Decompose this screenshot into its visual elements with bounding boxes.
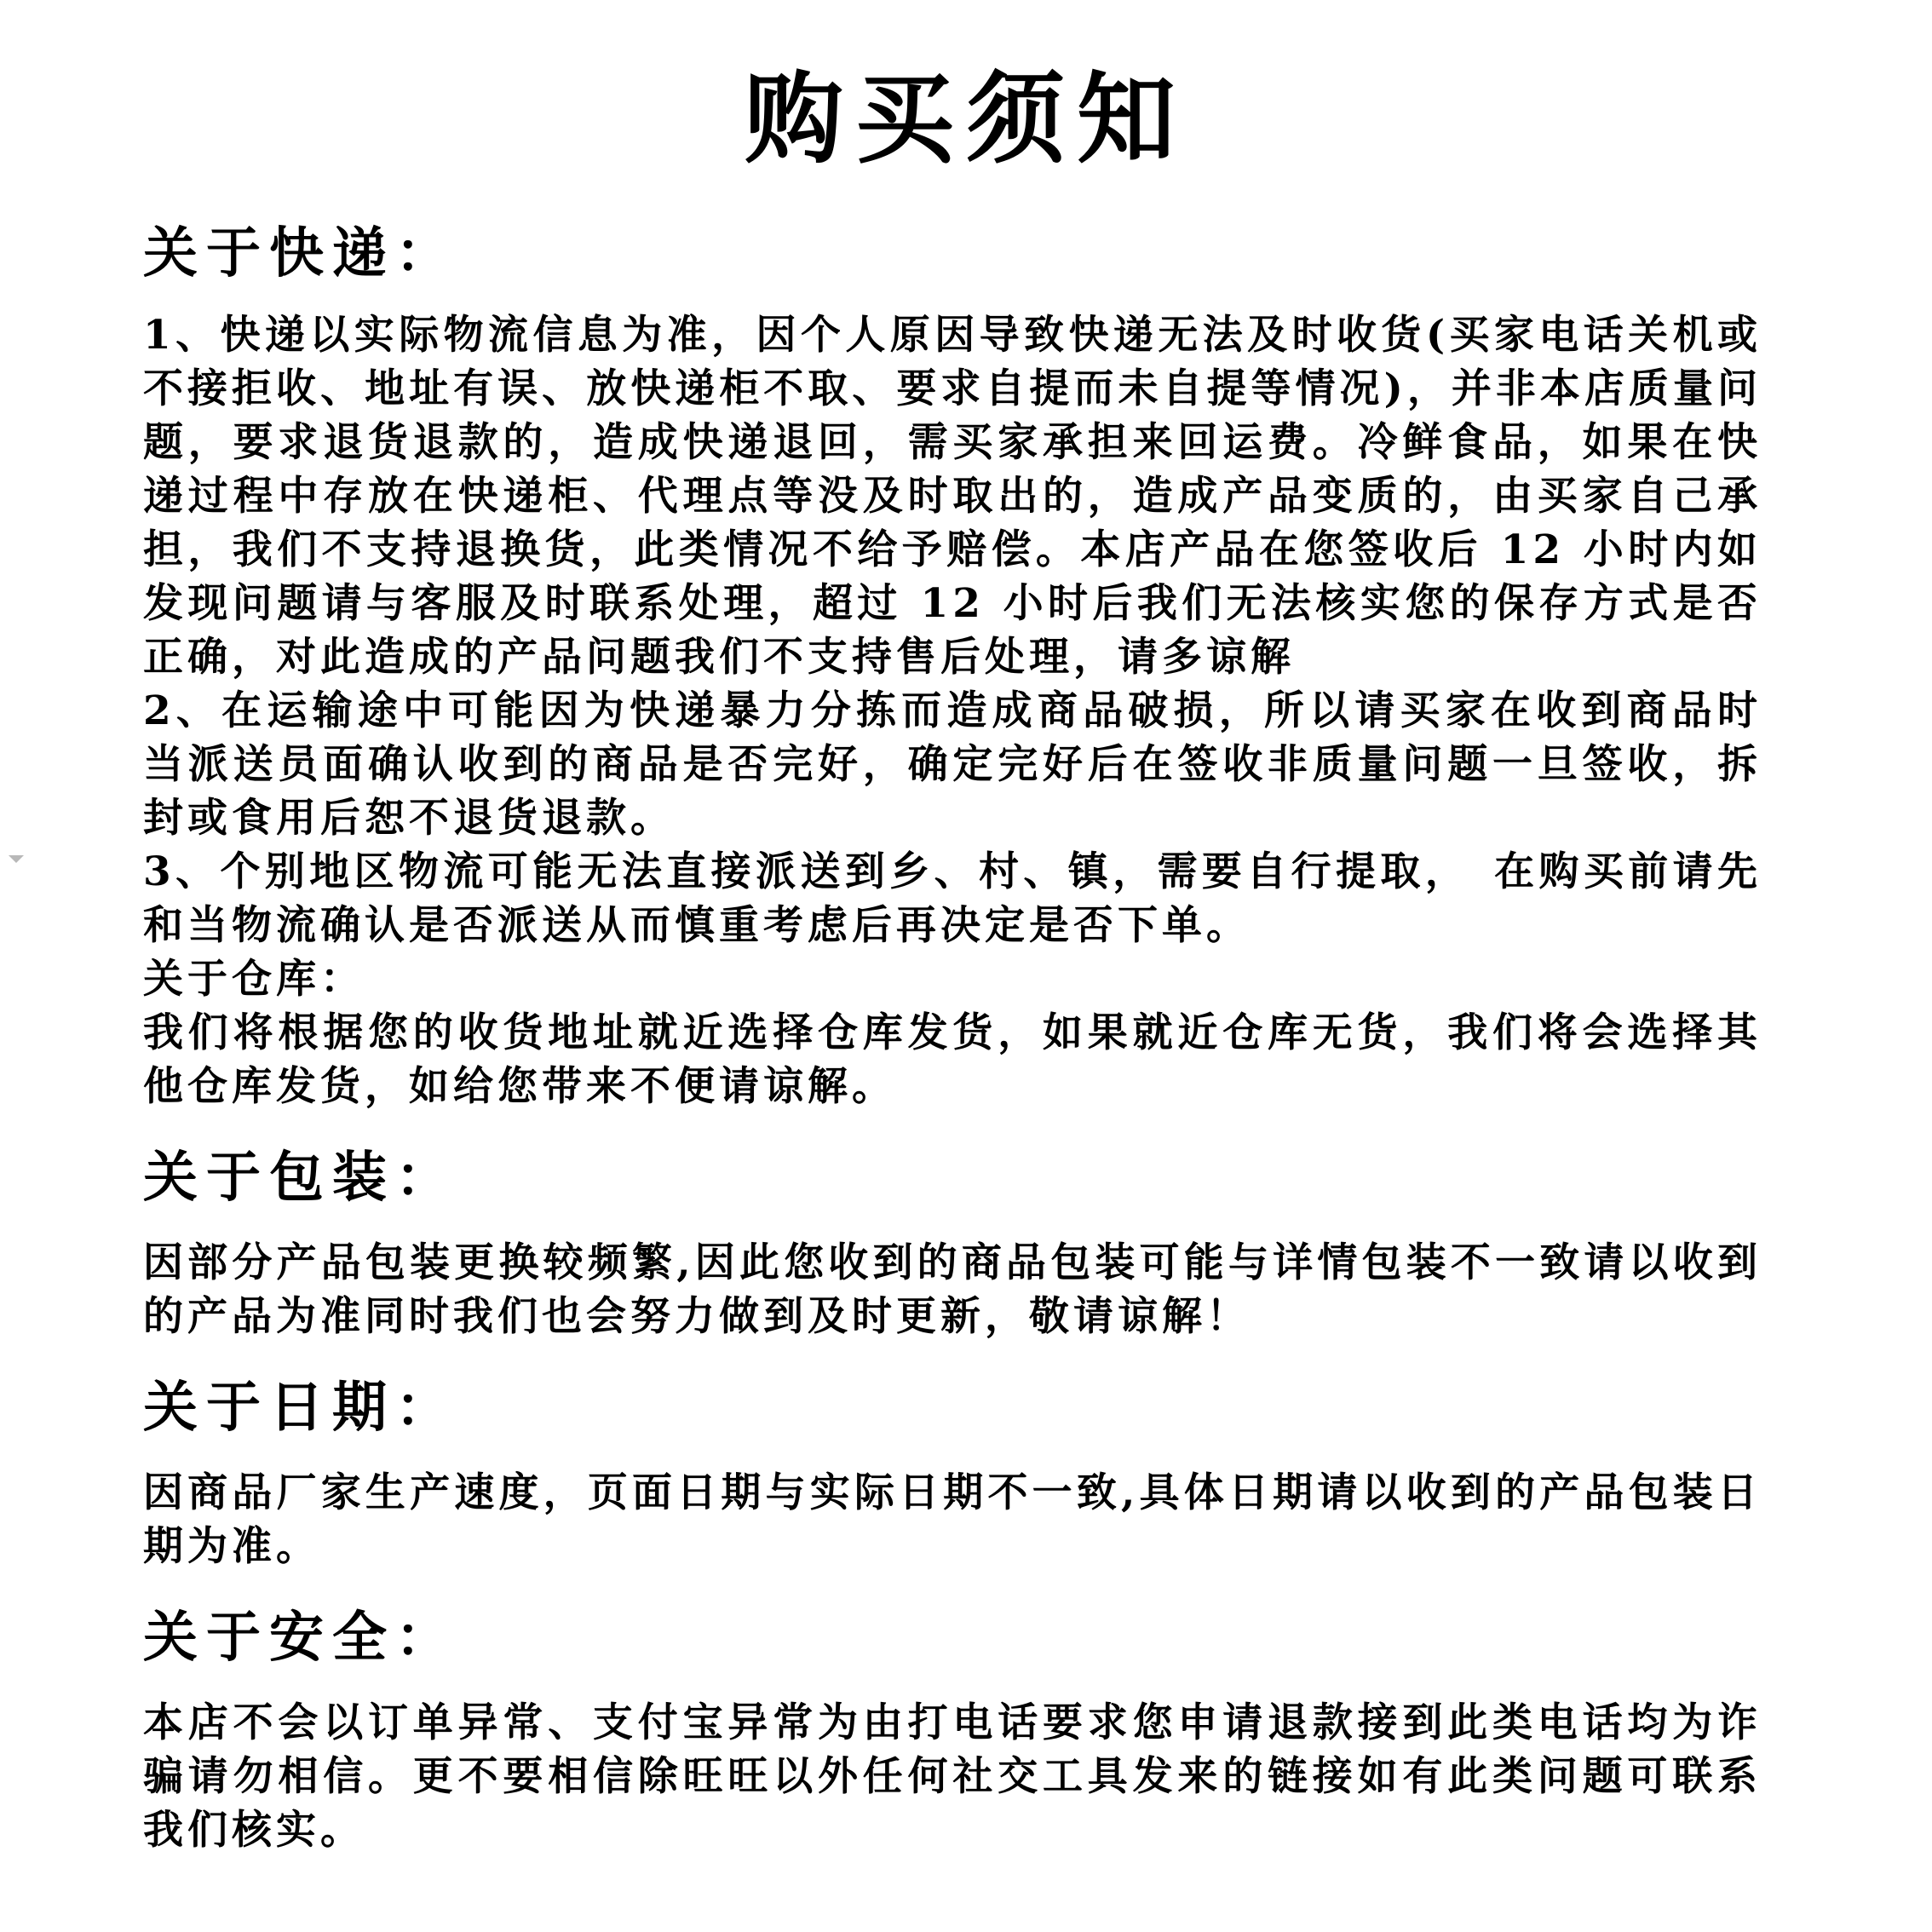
section-date — [143, 1366, 1762, 1573]
section-packaging — [143, 1136, 1762, 1343]
section-courier — [143, 211, 1762, 1113]
packaging-text: 因部分产品包装更换较频繁,因此您收到的商品包装可能与详情包装不一致请以收到的产品为准同时我们也会努力做到及时更新，敬请谅解！ — [143, 1239, 1762, 1340]
courier-item-1: 1、快递以实际物流信息为准，因个人原因导致快递无法及时收货(买家电话关机或不接拒收、地址有误、放快递柜不取、要求自提而未自提等情况)，并非本店质量问题，要求退货退款的，造成快递退回，需买家承担来回运费。冷鲜食品，如果在快递过程中存放在快递柜、代理点等没及时取出的，造成产品变质的，由买家自己承担，我们不支持退换货，此类情况不给予赔偿。本店产品在您签收后 12 小时内如发现问题请与客服及时联系处理，超过 12 小时后我们无法核实您的保存方式是否正确，对此造成的产品问题我们不支持售后处理，请多谅解 — [143, 312, 1762, 681]
section-heading-date: 关于日期： — [143, 1376, 458, 1440]
page-title: 购买须知 — [745, 61, 1187, 177]
warehouse-heading: 关于仓库： — [143, 956, 365, 1003]
section-safety — [143, 1596, 1762, 1857]
warehouse-text: 我们将根据您的收货地址就近选择仓库发货，如果就近仓库无货，我们将会选择其他仓库发货，如给您带来不便请谅解。 — [143, 1009, 1762, 1110]
notice-content — [143, 211, 1762, 1857]
courier-item-2: 2、在运输途中可能因为快递暴力分拣而造成商品破损，所以请买家在收到商品时当派送员面确认收到的商品是否完好，确定完好后在签收非质量问题一旦签收，拆封或食用后恕不退货退款。 — [143, 687, 1762, 842]
safety-text: 本店不会以订单异常、支付宝异常为由打电话要求您申请退款接到此类电话均为诈骗请勿相信。更不要相信除旺旺以外任何社交工具发来的链接如有此类问题可联系我们核实。 — [143, 1699, 1762, 1854]
collapse-arrow-icon — [9, 855, 24, 863]
section-heading-packaging: 关于包装： — [143, 1146, 458, 1210]
section-heading-safety: 关于安全： — [143, 1606, 458, 1670]
courier-item-3: 3、个别地区物流可能无法直接派送到乡、村、镇，需要自行提取， 在购买前请先和当物流确认是否派送从而慎重考虑后再决定是否下单。 — [143, 848, 1762, 949]
date-text: 因商品厂家生产速度，页面日期与实际日期不一致,具体日期请以收到的产品包装日期为准。 — [143, 1469, 1762, 1570]
section-heading-courier: 关于快递： — [143, 221, 458, 285]
